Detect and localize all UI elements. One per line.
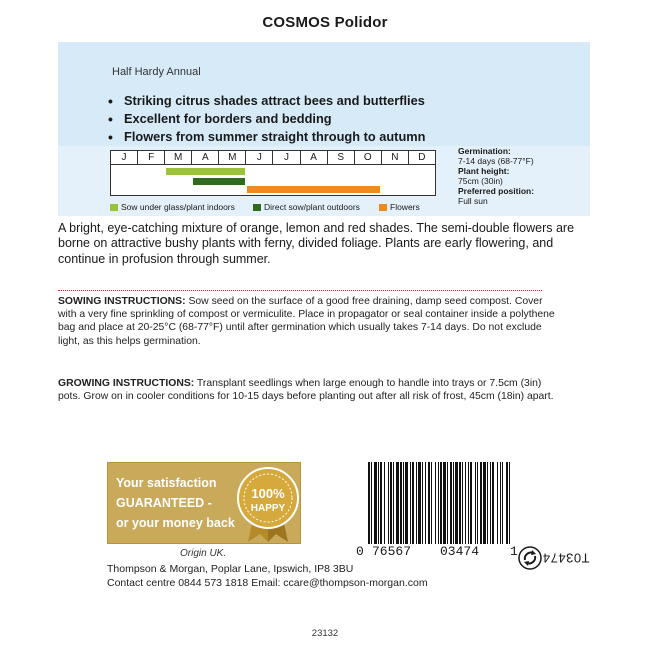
barcode-bar	[470, 462, 472, 544]
barcode-bar	[487, 462, 488, 544]
guarantee-line: GUARANTEED -	[116, 496, 212, 510]
growing-text: Transplant seedlings when large enough to handle into trays or 7.5cm (3in) pots. Grow on in cooler conditions for 10-15 days before planting out after all risk of frost, 45cm (18in) apart.	[58, 378, 554, 403]
legend-swatch	[253, 204, 261, 211]
bullet-icon: •	[108, 93, 113, 109]
barcode-bar	[412, 462, 414, 544]
barcode-bar	[462, 462, 463, 544]
month-label: S	[328, 151, 355, 164]
company-contact	[107, 562, 428, 590]
growing-info	[458, 146, 534, 206]
sowing-heading: SOWING INSTRUCTIONS:	[58, 296, 186, 307]
barcode-bar	[502, 462, 503, 544]
barcode-bar	[384, 462, 385, 544]
barcode-bar	[459, 462, 461, 544]
barcode-bar	[422, 462, 423, 544]
barcode-group-2: 03474	[440, 544, 480, 559]
feature-text: Flowers from summer straight through to autumn	[124, 129, 426, 144]
barcode-bar	[475, 462, 476, 544]
guarantee-line: Your satisfaction	[116, 476, 217, 490]
barcode-bar	[405, 462, 408, 544]
barcode-bar	[497, 462, 498, 544]
legend-label: Flowers	[390, 202, 420, 212]
barcode-bar	[506, 462, 508, 544]
barcode-bar	[490, 462, 491, 544]
barcode-bar	[509, 462, 510, 544]
sowing-instructions	[58, 295, 558, 348]
dotted-divider	[58, 290, 542, 291]
feature-text: Striking citrus shades attract bees and butterflies	[124, 93, 425, 108]
barcode-bar	[410, 462, 411, 544]
sow-indoors-bar	[166, 168, 245, 175]
barcode-bar	[425, 462, 426, 544]
barcode-bar	[465, 462, 466, 544]
barcode-bar	[390, 462, 392, 544]
page-title: COSMOS Polidor	[262, 14, 388, 31]
seal-percent: 100%	[251, 486, 285, 501]
barcode-bar	[455, 462, 458, 544]
barcode-bar	[416, 462, 417, 544]
legend-label: Direct sow/plant outdoors	[264, 202, 360, 212]
barcode-bar	[500, 462, 501, 544]
product-code: 23132	[311, 628, 339, 639]
sowing-text: Sow seed on the surface of a good free draining, damp seed compost. Cover with a very fine sprinkling of compost or vermiculite. Place in propagator or seal container inside a polythene bag and place at 20-25°C (68-77°F) until after germination which usually takes 7-14 days. Do not exclude light, as this helps germination.	[58, 296, 555, 347]
germination-label: Germination:	[458, 146, 511, 156]
plant-height-value: 75cm (30in)	[458, 176, 503, 186]
month-label: J	[246, 151, 273, 164]
month-label: A	[192, 151, 219, 164]
barcode-bar	[440, 462, 442, 544]
product-barcode	[364, 462, 514, 544]
barcode-bar	[492, 462, 494, 544]
recycle-icon	[518, 546, 542, 570]
barcode-bar	[450, 462, 452, 544]
barcode-bar	[453, 462, 454, 544]
barcode-bar	[388, 462, 389, 544]
guarantee-line: or your money back	[116, 516, 235, 530]
barcode-bar	[380, 462, 382, 544]
calendar-month-row	[111, 151, 435, 165]
barcode-bar	[400, 462, 402, 544]
flowering-bar	[247, 186, 380, 193]
barcode-bar	[396, 462, 399, 544]
barcode-bar	[378, 462, 379, 544]
barcode-last-digit: 1	[510, 544, 518, 559]
barcode-bar	[428, 462, 430, 544]
barcode-bar	[418, 462, 421, 544]
position-value: Full sun	[458, 196, 488, 206]
month-label: J	[273, 151, 300, 164]
barcode-first-digit: 0	[356, 544, 364, 559]
barcode-bar	[438, 462, 439, 544]
sow-outdoors-bar	[193, 178, 245, 185]
month-label: M	[165, 151, 192, 164]
barcode-bar	[468, 462, 469, 544]
batch-code-text: T03474	[542, 550, 590, 566]
legend-label: Sow under glass/plant indoors	[121, 202, 235, 212]
barcode-bar	[477, 462, 478, 544]
plant-type-label: Half Hardy Annual	[112, 66, 201, 78]
plant-height-label: Plant height:	[458, 166, 510, 176]
legend-sow-indoors	[110, 202, 235, 212]
month-label: M	[219, 151, 246, 164]
growing-heading: GROWING INSTRUCTIONS:	[58, 378, 195, 389]
batch-code	[542, 538, 590, 580]
feature-item	[108, 110, 425, 128]
month-label: O	[355, 151, 382, 164]
legend-sow-outdoors	[253, 202, 360, 212]
germination-value: 7-14 days (68-77°F)	[458, 156, 534, 166]
barcode-bar	[374, 462, 377, 544]
barcode-bar	[368, 462, 370, 544]
plant-description: A bright, eye-catching mixture of orange, lemon and red shades. The semi-double flowers are borne on attractive bushy plants with ferny, divided foliage. Plants are early flowering, and continue in profusion through summer.	[58, 221, 575, 266]
barcode-bar	[435, 462, 436, 544]
feature-item	[108, 128, 425, 146]
legend-swatch	[379, 204, 387, 211]
barcode-bar	[393, 462, 394, 544]
legend-flowers	[379, 202, 420, 212]
guarantee-text	[116, 473, 235, 533]
legend-swatch	[110, 204, 118, 211]
feature-item	[108, 92, 425, 110]
month-label: N	[382, 151, 409, 164]
month-label: F	[138, 151, 165, 164]
month-label: J	[111, 151, 138, 164]
company-address: Thompson & Morgan, Poplar Lane, Ipswich, IP8 3BU	[107, 563, 354, 575]
barcode-bar	[483, 462, 486, 544]
bullet-icon: •	[108, 111, 113, 127]
barcode-bar	[447, 462, 448, 544]
month-label: D	[418, 152, 426, 163]
barcode-bar	[431, 462, 432, 544]
barcode-bar	[480, 462, 482, 544]
contact-line: Contact centre 0844 573 1818 Email: ccare@thompson-morgan.com	[107, 577, 428, 589]
growing-instructions	[58, 377, 558, 403]
month-label: A	[301, 151, 328, 164]
barcode-bar	[371, 462, 372, 544]
feature-list	[108, 92, 425, 146]
feature-text: Excellent for borders and bedding	[124, 111, 332, 126]
seal-happy: HAPPY	[250, 503, 286, 514]
barcode-bar	[443, 462, 446, 544]
position-label: Preferred position:	[458, 186, 535, 196]
bullet-icon: •	[108, 129, 113, 145]
sowing-calendar	[110, 150, 436, 196]
barcode-group-1: 76567	[372, 544, 412, 559]
origin-label: Origin UK.	[180, 548, 227, 559]
barcode-bar	[403, 462, 404, 544]
happy-seal-icon	[232, 462, 304, 544]
